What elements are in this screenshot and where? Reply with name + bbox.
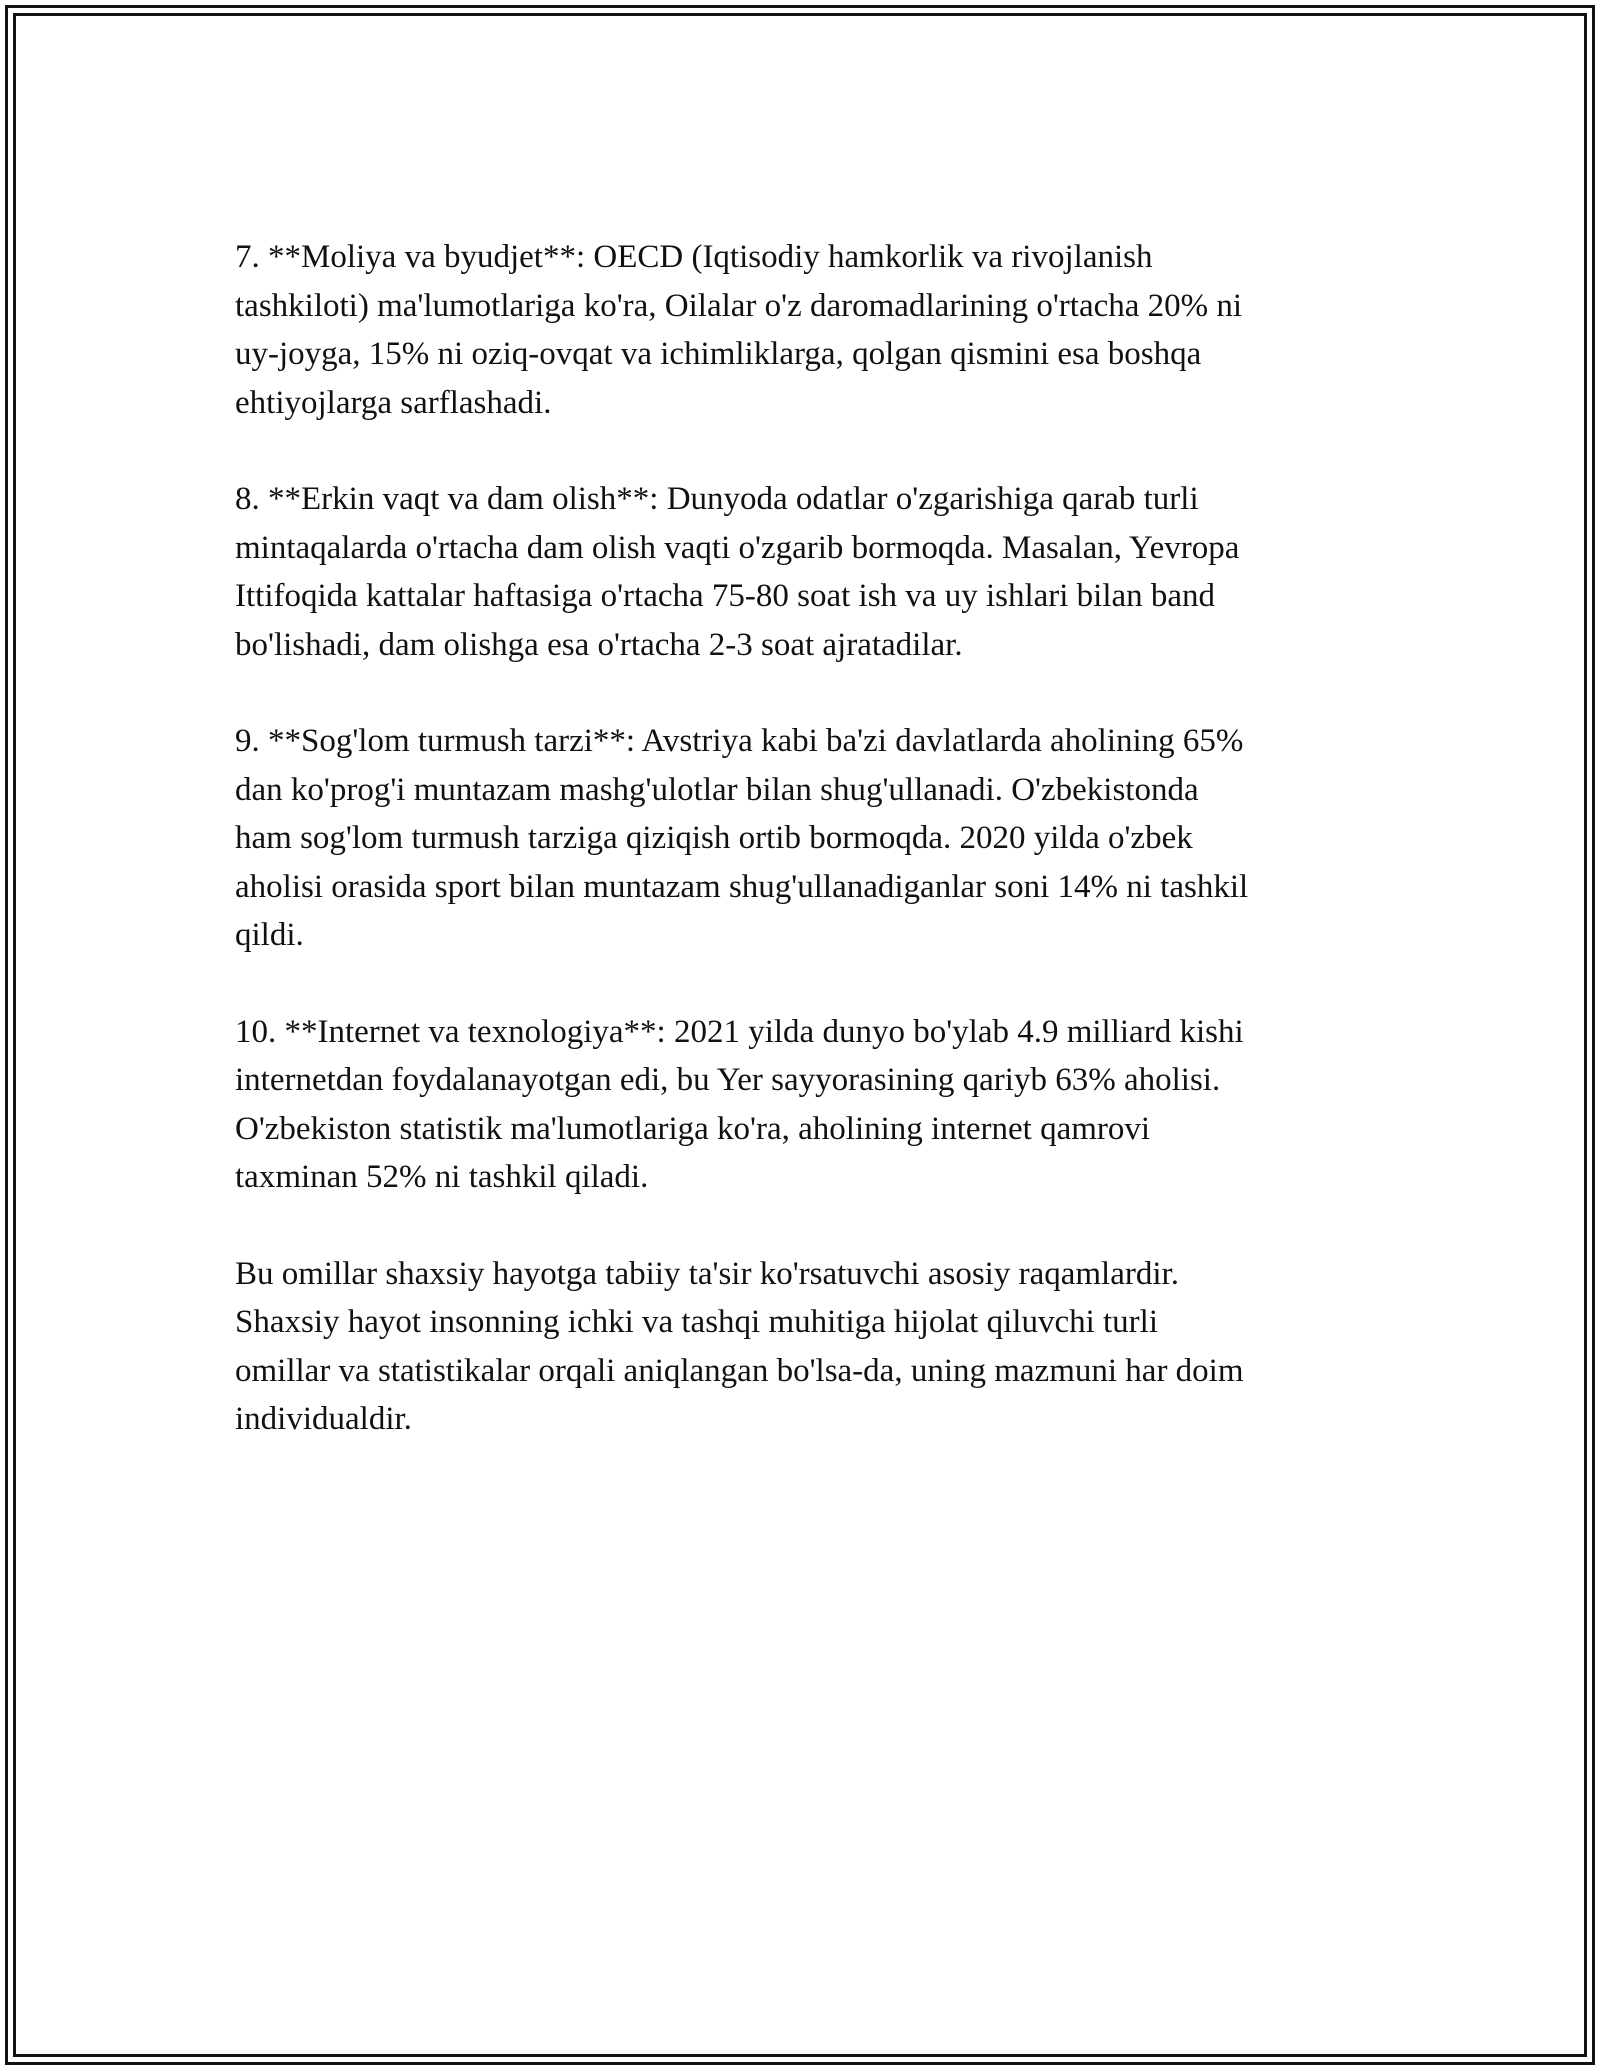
document-body <box>235 233 1365 1492</box>
paragraph-conclusion: Bu omillar shaxsiy hayotga tabiiy ta'sir ko'rsatuvchi asosiy raqamlardir. Shaxsiy hayot insonning ichki va tashqi muhitiga hijolat qiluvchi turli omillar va statistikalar orqali aniqlangan bo'lsa-da, uning mazmuni har doim individualdir. <box>235 1255 1244 1437</box>
paragraph-soglom-turmush: 9. **Sog'lom turmush tarzi**: Avstriya kabi ba'zi davlatlarda aholining 65% dan ko'prog'i muntazam mashg'ulotlar bilan shug'ullanadi. O'zbekistonda ham sog'lom turmush tarziga qiziqish ortib bormoqda. 2020 yilda o'zbek aholisi orasida sport bilan muntazam shug'ullanadiganlar soni 14% ni tashkil qildi. <box>235 723 1249 953</box>
paragraph-moliya-va-byudjet: 7. **Moliya va byudjet**: OECD (Iqtisodiy hamkorlik va rivojlanish tashkiloti) ma'lumotlariga ko'ra, Oilalar o'z daromadlarining o'rtacha 20% ni uy-joyga, 15% ni oziq-ovqat va ichimliklarga, qolgan qismini esa boshqa ehtiyojlarga sarflashadi. <box>235 239 1243 421</box>
paragraph-internet-va-texnologiya: 10. **Internet va texnologiya**: 2021 yilda dunyo bo'ylab 4.9 milliard kishi internetdan foydalanayotgan edi, bu Yer sayyorasining qariyb 63% aholisi. O'zbekiston statistik ma'lumotlariga ko'ra, aholining internet qamrovi taxminan 52% ni tashkil qiladi. <box>235 1013 1244 1195</box>
paragraph-erkin-vaqt: 8. **Erkin vaqt va dam olish**: Dunyoda odatlar o'zgarishiga qarab turli mintaqalarda o'rtacha dam olish vaqti o'zgarib bormoqda. Masalan, Yevropa Ittifoqida kattalar haftasiga o'rtacha 75-80 soat ish va uy ishlari bilan band bo'lishadi, dam olishga esa o'rtacha 2-3 soat ajratadilar. <box>235 481 1240 663</box>
